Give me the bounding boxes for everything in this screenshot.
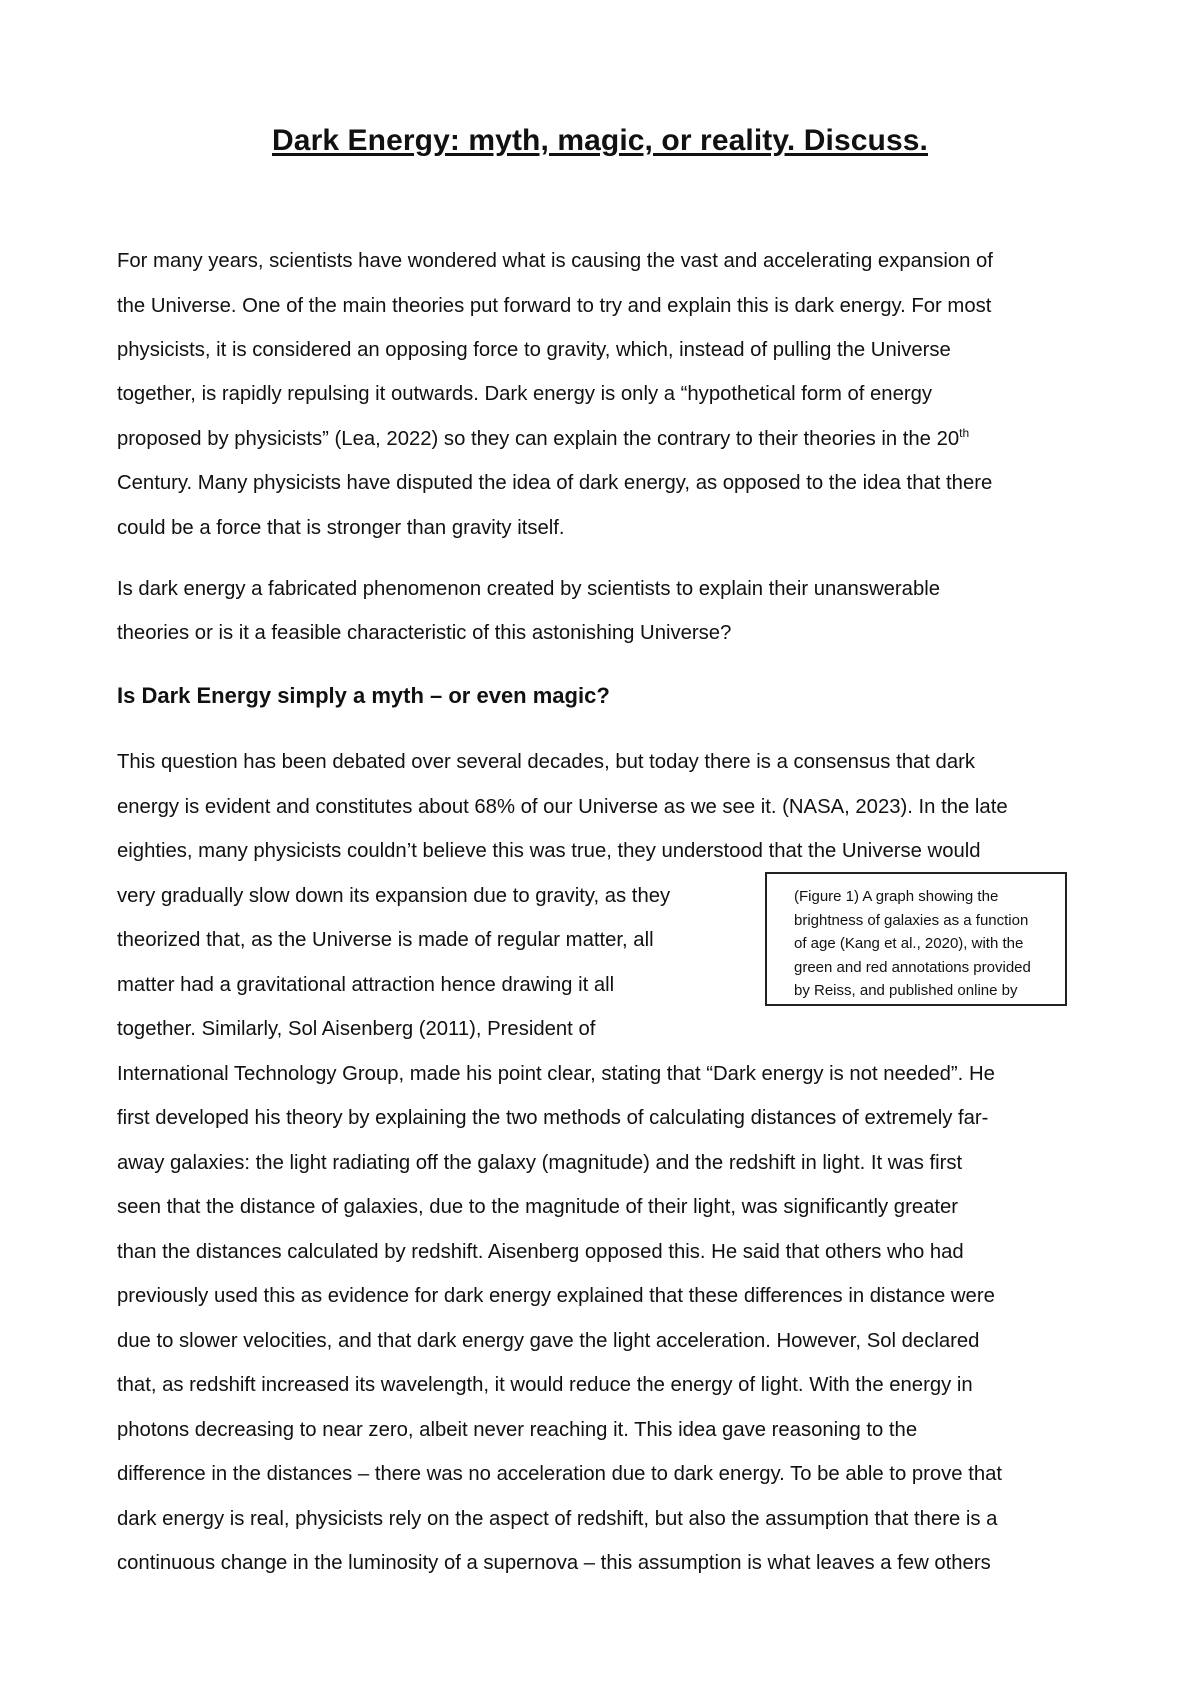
section-line-3: eighties, many physicists couldn’t believe this was true, they understood that the Universe would	[117, 840, 981, 862]
section-line-2: energy is evident and constitutes about 68% of our Universe as we see it. (NASA, 2023). In the late	[117, 796, 1008, 818]
section-line-4: very gradually slow down its expansion due to gravity, as they	[117, 885, 671, 907]
figure-caption-line-1: (Figure 1) A graph showing the	[794, 888, 999, 905]
section-line-19: continuous change in the luminosity of a supernova – this assumption is what leaves a few others	[117, 1552, 991, 1574]
intro-line-2: the Universe. One of the main theories put forward to try and explain this is dark energy. For most	[117, 295, 992, 317]
section-line-18: dark energy is real, physicists rely on the aspect of redshift, but also the assumption that there is a	[117, 1508, 998, 1530]
section-line-10: away galaxies: the light radiating off the galaxy (magnitude) and the redshift in light. It was first	[117, 1152, 963, 1174]
section-line-1: This question has been debated over several decades, but today there is a consensus that dark	[117, 751, 975, 773]
intro-line-3: physicists, it is considered an opposing force to gravity, which, instead of pulling the Universe	[117, 339, 951, 361]
question-line-2: theories or is it a feasible characteristic of this astonishing Universe?	[117, 622, 732, 644]
intro-line-5-text: proposed by physicists” (Lea, 2022) so they can explain the contrary to their theories in the 20	[117, 428, 960, 450]
section-line-9: first developed his theory by explaining the two methods of calculating distances of extremely far-	[117, 1107, 989, 1129]
section-line-7: together. Similarly, Sol Aisenberg (2011), President of	[117, 1018, 596, 1040]
section-line-13: previously used this as evidence for dark energy explained that these differences in distance were	[117, 1285, 995, 1307]
figure-caption-line-4: green and red annotations provided	[794, 958, 1031, 976]
section-line-6: matter had a gravitational attraction hence drawing it all	[117, 974, 615, 996]
intro-line-5	[117, 426, 969, 452]
section-line-17: difference in the distances – there was no acceleration due to dark energy. To be able to prove that	[117, 1463, 1003, 1485]
figure-caption-line-3: of age (Kang et al., 2020), with the	[794, 935, 1024, 953]
section-line-14: due to slower velocities, and that dark energy gave the light acceleration. However, Sol declared	[117, 1330, 980, 1352]
superscript-th: th	[959, 426, 970, 440]
intro-line-6: Century. Many physicists have disputed the idea of dark energy, as opposed to the idea that there	[117, 472, 993, 494]
intro-line-7: could be a force that is stronger than gravity itself.	[117, 517, 565, 539]
document-title: Dark Energy: myth, magic, or reality. Discuss.	[272, 124, 928, 157]
section-line-8: International Technology Group, made his point clear, stating that “Dark energy is not needed”. He	[117, 1063, 995, 1085]
section-line-11: seen that the distance of galaxies, due to the magnitude of their light, was significantly greater	[117, 1196, 959, 1218]
section-line-15: that, as redshift increased its wavelength, it would reduce the energy of light. With the energy in	[117, 1374, 973, 1396]
intro-line-1: For many years, scientists have wondered what is causing the vast and accelerating expansion of	[117, 250, 993, 272]
question-line-1: Is dark energy a fabricated phenomenon created by scientists to explain their unanswerable	[117, 578, 941, 600]
figure-caption-line-5: by Reiss, and published online by	[794, 982, 1018, 1000]
intro-line-4: together, is rapidly repulsing it outwards. Dark energy is only a “hypothetical form of energy	[117, 383, 933, 405]
figure-caption-box	[765, 872, 1067, 1006]
section-line-5: theorized that, as the Universe is made of regular matter, all	[117, 929, 654, 951]
section-line-16: photons decreasing to near zero, albeit never reaching it. This idea gave reasoning to the	[117, 1419, 918, 1441]
section-line-12: than the distances calculated by redshift. Aisenberg opposed this. He said that others who had	[117, 1241, 964, 1263]
figure-caption-line-2: brightness of galaxies as a function	[794, 911, 1029, 929]
section-heading: Is Dark Energy simply a myth – or even magic?	[117, 683, 610, 708]
